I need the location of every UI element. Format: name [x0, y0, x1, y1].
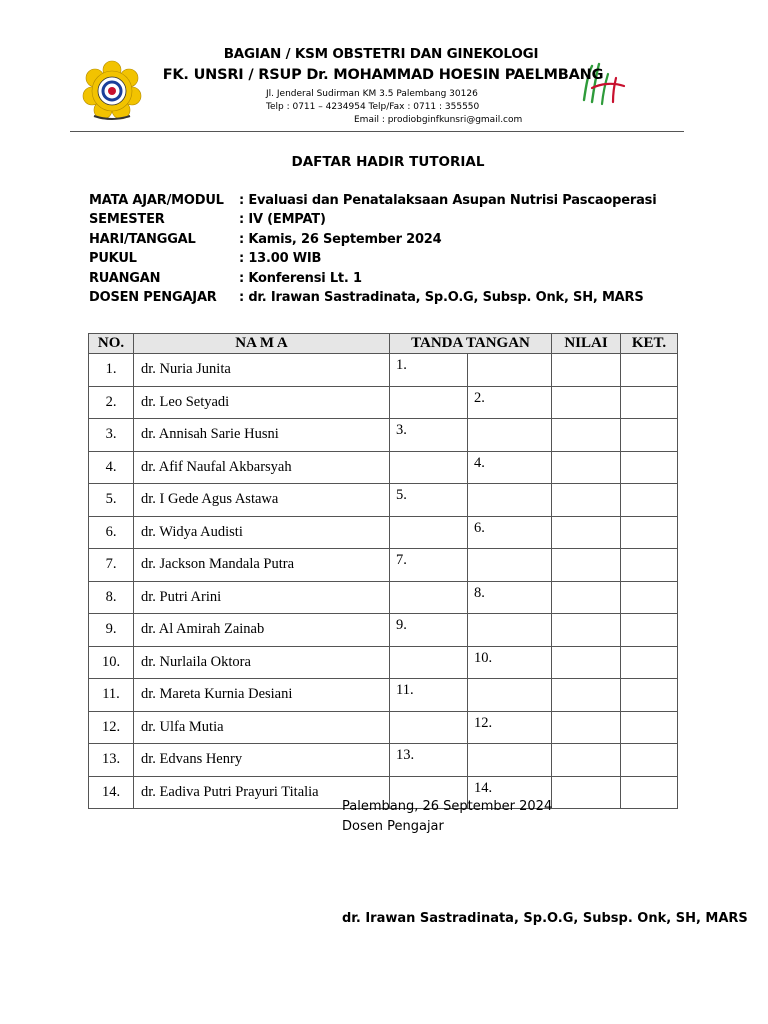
notes-cell	[621, 614, 678, 647]
signature-cell-empty	[468, 354, 552, 387]
row-number: 2.	[89, 386, 134, 419]
signature-cell-empty	[390, 711, 468, 744]
signer-role: Dosen Pengajar	[342, 819, 444, 834]
participant-name: dr. Annisah Sarie Husni	[134, 419, 390, 452]
signature-block	[342, 797, 552, 837]
signature-cell-empty	[468, 679, 552, 712]
header-divider	[70, 131, 684, 132]
score-cell	[552, 679, 621, 712]
header-phone: Telp : 0711 – 4234954 Telp/Fax : 0711 : 355550	[266, 102, 480, 112]
header-name: NA M A	[134, 334, 390, 354]
header-institution: FK. UNSRI / RSUP Dr. MOHAMMAD HOESIN PAELMBANG	[162, 67, 604, 83]
signature-cell: 14.	[468, 776, 552, 809]
row-number: 14.	[89, 776, 134, 809]
notes-cell	[621, 679, 678, 712]
signature-cell-empty	[390, 516, 468, 549]
table-row	[89, 646, 678, 679]
table-row	[89, 354, 678, 387]
score-cell	[552, 614, 621, 647]
notes-cell	[621, 419, 678, 452]
participant-name: dr. Putri Arini	[134, 581, 390, 614]
header-score: NILAI	[552, 334, 621, 354]
notes-cell	[621, 484, 678, 517]
signature-cell-empty	[390, 386, 468, 419]
notes-cell	[621, 386, 678, 419]
signature-cell: 13.	[390, 744, 468, 777]
signature-cell: 6.	[468, 516, 552, 549]
notes-cell	[621, 711, 678, 744]
header-department: BAGIAN / KSM OBSTETRI DAN GINEKOLOGI	[223, 46, 539, 62]
info-row-date: HARI/TANGGAL : Kamis, 26 September 2024	[89, 231, 442, 247]
participant-name: dr. Afif Naufal Akbarsyah	[134, 451, 390, 484]
table-row	[89, 386, 678, 419]
info-row-room: RUANGAN : Konferensi Lt. 1	[89, 270, 362, 286]
row-number: 12.	[89, 711, 134, 744]
info-row-module: MATA AJAR/MODUL : Evaluasi dan Penatalaksaan Asupan Nutrisi Pascaoperasi	[89, 193, 657, 208]
signature-cell-empty	[390, 581, 468, 614]
signature-cell: 11.	[390, 679, 468, 712]
score-cell	[552, 354, 621, 387]
participant-name: dr. Eadiva Putri Prayuri Titalia	[134, 776, 390, 809]
signature-cell: 1.	[390, 354, 468, 387]
row-number: 11.	[89, 679, 134, 712]
table-body	[89, 354, 678, 809]
participant-name: dr. Nurlaila Oktora	[134, 646, 390, 679]
participant-name: dr. I Gede Agus Astawa	[134, 484, 390, 517]
table-row	[89, 484, 678, 517]
header-signature: TANDA TANGAN	[390, 334, 552, 354]
table-row	[89, 679, 678, 712]
document-title: DAFTAR HADIR TUTORIAL	[291, 154, 485, 170]
header-no: NO.	[89, 334, 134, 354]
notes-cell	[621, 581, 678, 614]
score-cell	[552, 516, 621, 549]
score-cell	[552, 484, 621, 517]
participant-name: dr. Widya Audisti	[134, 516, 390, 549]
table-row	[89, 451, 678, 484]
signature-cell: 5.	[390, 484, 468, 517]
score-cell	[552, 711, 621, 744]
score-cell	[552, 744, 621, 777]
signature-cell-empty	[468, 614, 552, 647]
place-date: Palembang, 26 September 2024	[342, 799, 553, 814]
table-header-row	[89, 334, 678, 354]
row-number: 6.	[89, 516, 134, 549]
signer-name: dr. Irawan Sastradinata, Sp.O.G, Subsp. Onk, SH, MARS	[342, 911, 748, 926]
table-row	[89, 614, 678, 647]
signature-cell-empty	[468, 484, 552, 517]
participant-name: dr. Edvans Henry	[134, 744, 390, 777]
attendance-table	[88, 333, 678, 809]
row-number: 3.	[89, 419, 134, 452]
score-cell	[552, 581, 621, 614]
participant-name: dr. Jackson Mandala Putra	[134, 549, 390, 582]
header-address: Jl. Jenderal Sudirman KM 3.5 Palembang 30126	[266, 89, 478, 99]
row-number: 4.	[89, 451, 134, 484]
table-row	[89, 711, 678, 744]
signature-cell: 8.	[468, 581, 552, 614]
table-row	[89, 549, 678, 582]
signature-cell: 10.	[468, 646, 552, 679]
participant-name: dr. Leo Setyadi	[134, 386, 390, 419]
row-number: 10.	[89, 646, 134, 679]
row-number: 8.	[89, 581, 134, 614]
notes-cell	[621, 516, 678, 549]
participant-name: dr. Al Amirah Zainab	[134, 614, 390, 647]
info-row-time: PUKUL : 13.00 WIB	[89, 251, 322, 267]
info-row-lecturer: DOSEN PENGAJAR : dr. Irawan Sastradinata, Sp.O.G, Subsp. Onk, SH, MARS	[89, 290, 644, 306]
signature-cell: 2.	[468, 386, 552, 419]
signature-cell-empty	[390, 646, 468, 679]
header-email: Email : prodiobginfkunsri@gmail.com	[354, 115, 523, 125]
signature-cell: 7.	[390, 549, 468, 582]
participant-name: dr. Mareta Kurnia Desiani	[134, 679, 390, 712]
notes-cell	[621, 776, 678, 809]
notes-cell	[621, 354, 678, 387]
header-notes: KET.	[621, 334, 678, 354]
table-row	[89, 516, 678, 549]
row-number: 5.	[89, 484, 134, 517]
session-info	[89, 191, 656, 307]
signature-cell-empty	[468, 419, 552, 452]
signature-cell-empty	[390, 451, 468, 484]
participant-name: dr. Ulfa Mutia	[134, 711, 390, 744]
signature-cell-empty	[468, 744, 552, 777]
score-cell	[552, 419, 621, 452]
participant-name: dr. Nuria Junita	[134, 354, 390, 387]
row-number: 7.	[89, 549, 134, 582]
table-row	[89, 419, 678, 452]
signature-cell-empty	[468, 549, 552, 582]
table-row	[89, 581, 678, 614]
row-number: 9.	[89, 614, 134, 647]
score-cell	[552, 451, 621, 484]
info-row-semester: SEMESTER : IV (EMPAT)	[89, 212, 326, 228]
signature-cell: 9.	[390, 614, 468, 647]
signature-cell: 3.	[390, 419, 468, 452]
notes-cell	[621, 549, 678, 582]
notes-cell	[621, 451, 678, 484]
header-address-block	[266, 88, 479, 114]
score-cell	[552, 386, 621, 419]
signature-cell: 4.	[468, 451, 552, 484]
table-row	[89, 744, 678, 777]
score-cell	[552, 646, 621, 679]
notes-cell	[621, 744, 678, 777]
notes-cell	[621, 646, 678, 679]
row-number: 1.	[89, 354, 134, 387]
signature-cell: 12.	[468, 711, 552, 744]
row-number: 13.	[89, 744, 134, 777]
score-cell	[552, 549, 621, 582]
score-cell	[552, 776, 621, 809]
